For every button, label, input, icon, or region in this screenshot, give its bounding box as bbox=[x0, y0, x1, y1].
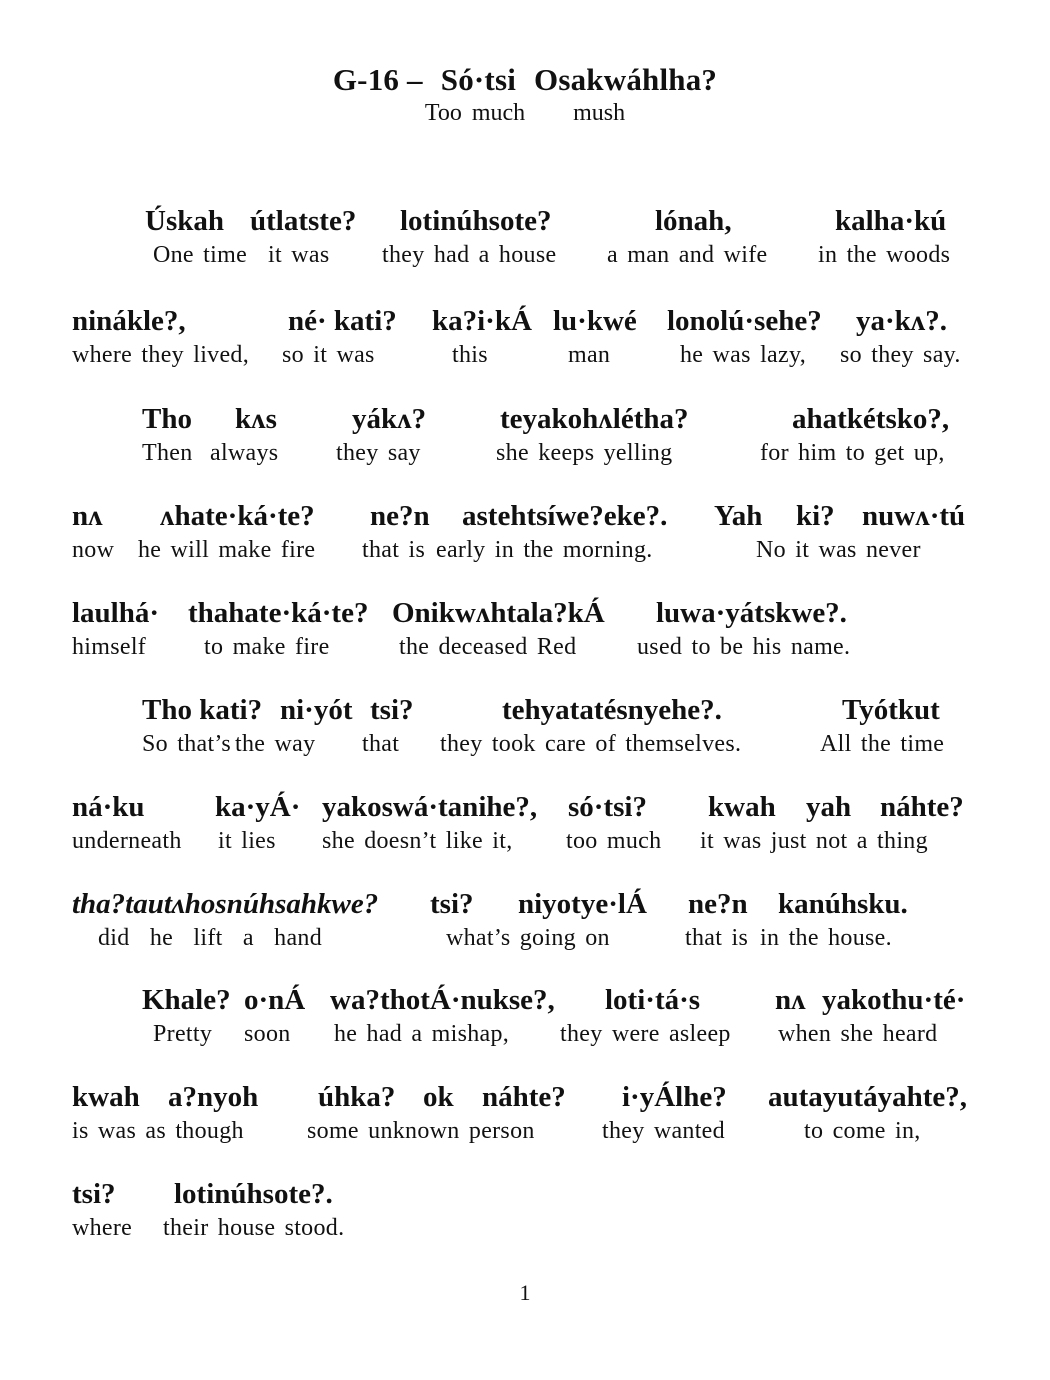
mohawk-word: tsi? bbox=[72, 1178, 116, 1210]
gloss-phrase: they say bbox=[336, 440, 421, 466]
mohawk-word: kʌs bbox=[235, 403, 277, 435]
mohawk-word: lonolú·sehe? bbox=[667, 305, 822, 337]
mohawk-word: ninákle?, bbox=[72, 305, 186, 337]
gloss-phrase: some unknown person bbox=[307, 1118, 535, 1144]
gloss-phrase: he will make fire bbox=[138, 537, 316, 563]
mohawk-word: ya·kʌ?. bbox=[856, 305, 948, 337]
mohawk-word: ne?n bbox=[688, 888, 748, 920]
gloss-phrase: Then bbox=[142, 440, 193, 466]
mohawk-word: Yah bbox=[714, 500, 763, 532]
gloss-phrase: she keeps yelling bbox=[496, 440, 673, 466]
mohawk-word: Tho kati? bbox=[142, 694, 263, 726]
mohawk-word: nʌ bbox=[775, 984, 806, 1016]
story-title bbox=[0, 62, 1050, 98]
gloss-phrase: No it was never bbox=[756, 537, 921, 563]
gloss-phrase: a man and wife bbox=[607, 242, 768, 268]
mohawk-word: a?nyoh bbox=[168, 1081, 259, 1113]
gloss-phrase: did he lift a hand bbox=[98, 925, 323, 951]
gloss-phrase: in the woods bbox=[818, 242, 951, 268]
mohawk-word: Úskah bbox=[145, 205, 224, 237]
title-word-2: Osakwáhlha? bbox=[534, 62, 718, 97]
mohawk-word: náhte? bbox=[880, 791, 964, 823]
gloss-phrase: early in the morning. bbox=[436, 537, 653, 563]
gloss-phrase: they had a house bbox=[382, 242, 557, 268]
mohawk-word: Onikwʌhtala?kÁ bbox=[392, 597, 605, 629]
mohawk-word: thahate·ká·te? bbox=[188, 597, 369, 629]
mohawk-word: nuwʌ·tú bbox=[862, 500, 966, 532]
mohawk-word: só·tsi? bbox=[568, 791, 647, 823]
mohawk-word: né· kati? bbox=[288, 305, 397, 337]
gloss-phrase: that is bbox=[685, 925, 749, 951]
gloss-phrase: now bbox=[72, 537, 115, 563]
gloss-phrase: they took care of themselves. bbox=[440, 731, 742, 757]
mohawk-word: tsi? bbox=[430, 888, 474, 920]
gloss-phrase: he was lazy, bbox=[680, 342, 806, 368]
mohawk-word: yákʌ? bbox=[352, 403, 427, 435]
gloss-phrase: where they lived, bbox=[72, 342, 250, 368]
mohawk-word: lónah, bbox=[655, 205, 732, 237]
mohawk-word: tha?tautʌhosnúhsahkwe? bbox=[72, 888, 379, 920]
mohawk-word: kalha·kú bbox=[835, 205, 947, 237]
gloss-phrase: they were asleep bbox=[560, 1021, 731, 1047]
gloss-phrase: it lies bbox=[218, 828, 276, 854]
mohawk-word: ka·yÁ· bbox=[215, 791, 301, 823]
subtitle-word-2: mush bbox=[573, 100, 626, 126]
gloss-phrase: to make fire bbox=[204, 634, 330, 660]
mohawk-word: astehtsíwe?eke?. bbox=[462, 500, 668, 532]
mohawk-word: tsi? bbox=[370, 694, 414, 726]
mohawk-word: ka?i·kÁ bbox=[432, 305, 532, 337]
story-subtitle bbox=[0, 100, 1050, 127]
mohawk-word: luwa·yátskwe?. bbox=[656, 597, 847, 629]
mohawk-word: lotinúhsote? bbox=[400, 205, 552, 237]
gloss-phrase: underneath bbox=[72, 828, 182, 854]
mohawk-word: laulhá· bbox=[72, 597, 160, 629]
gloss-phrase: himself bbox=[72, 634, 147, 660]
title-word-1: Só·tsi bbox=[440, 62, 517, 97]
mohawk-word: yah bbox=[806, 791, 852, 823]
mohawk-word: tehyatatésnyehe?. bbox=[502, 694, 722, 726]
gloss-phrase: used to be his name. bbox=[637, 634, 851, 660]
mohawk-word: yakoswá·tanihe?, bbox=[322, 791, 538, 823]
gloss-phrase: so they say. bbox=[840, 342, 961, 368]
gloss-phrase: All the time bbox=[820, 731, 945, 757]
mohawk-word: loti·tá·s bbox=[605, 984, 701, 1016]
gloss-phrase: to come in, bbox=[804, 1118, 921, 1144]
gloss-phrase: One time bbox=[153, 242, 248, 268]
mohawk-word: wa?thotÁ·nukse?, bbox=[330, 984, 555, 1016]
mohawk-word: nʌ bbox=[72, 500, 103, 532]
gloss-phrase: in the house. bbox=[760, 925, 892, 951]
mohawk-word: o·nÁ bbox=[244, 984, 306, 1016]
gloss-phrase: the way bbox=[235, 731, 316, 757]
gloss-phrase: they wanted bbox=[602, 1118, 725, 1144]
gloss-phrase: this bbox=[452, 342, 488, 368]
gloss-phrase: she doesn’t like it, bbox=[322, 828, 513, 854]
gloss-phrase: it was bbox=[268, 242, 330, 268]
mohawk-word: kwah bbox=[72, 1081, 140, 1113]
mohawk-word: ahatkétsko?, bbox=[792, 403, 950, 435]
mohawk-word: kanúhsku. bbox=[778, 888, 908, 920]
gloss-phrase: soon bbox=[244, 1021, 291, 1047]
gloss-phrase: the deceased Red bbox=[399, 634, 577, 660]
mohawk-word: útlatste? bbox=[250, 205, 357, 237]
gloss-phrase: for him to get up, bbox=[760, 440, 945, 466]
mohawk-word: ki? bbox=[796, 500, 835, 532]
gloss-phrase: that bbox=[362, 731, 400, 757]
gloss-phrase: that is bbox=[362, 537, 426, 563]
subtitle-word-1: Too much bbox=[424, 100, 526, 126]
story-code: G-16 – bbox=[332, 62, 423, 97]
gloss-phrase: is was as though bbox=[72, 1118, 244, 1144]
mohawk-word: niyotye·lÁ bbox=[518, 888, 647, 920]
mohawk-word: náhte? bbox=[482, 1081, 566, 1113]
mohawk-word: ok bbox=[423, 1081, 454, 1113]
mohawk-word: ni·yót bbox=[280, 694, 353, 726]
mohawk-word: lotinúhsote?. bbox=[174, 1178, 333, 1210]
mohawk-word: teyakohʌlétha? bbox=[500, 403, 689, 435]
page-number: 1 bbox=[519, 1280, 531, 1305]
mohawk-word: lu·kwé bbox=[553, 305, 637, 337]
mohawk-word: kwah bbox=[708, 791, 776, 823]
gloss-phrase: always bbox=[210, 440, 279, 466]
mohawk-word: ne?n bbox=[370, 500, 430, 532]
mohawk-word: úhka? bbox=[318, 1081, 396, 1113]
mohawk-word: Khale? bbox=[142, 984, 231, 1016]
gloss-phrase: where bbox=[72, 1215, 133, 1241]
mohawk-word: ʌhate·ká·te? bbox=[160, 500, 315, 532]
gloss-phrase: what’s going on bbox=[446, 925, 610, 951]
gloss-phrase: too much bbox=[566, 828, 662, 854]
mohawk-word: Tho bbox=[142, 403, 192, 435]
mohawk-word: i·yÁlhe? bbox=[622, 1081, 727, 1113]
gloss-phrase: he had a mishap, bbox=[334, 1021, 510, 1047]
gloss-phrase: so it was bbox=[282, 342, 375, 368]
mohawk-word: yakothu·té· bbox=[822, 984, 966, 1016]
gloss-phrase: it was just not a thing bbox=[700, 828, 928, 854]
gloss-phrase: Pretty bbox=[153, 1021, 213, 1047]
gloss-phrase: So that’s bbox=[142, 731, 232, 757]
mohawk-word: ná·ku bbox=[72, 791, 145, 823]
mohawk-word: Tyótkut bbox=[842, 694, 940, 726]
gloss-phrase: man bbox=[568, 342, 611, 368]
mohawk-word: autayutáyahte?, bbox=[768, 1081, 967, 1113]
gloss-phrase: when she heard bbox=[778, 1021, 938, 1047]
gloss-phrase: their house stood. bbox=[163, 1215, 345, 1241]
